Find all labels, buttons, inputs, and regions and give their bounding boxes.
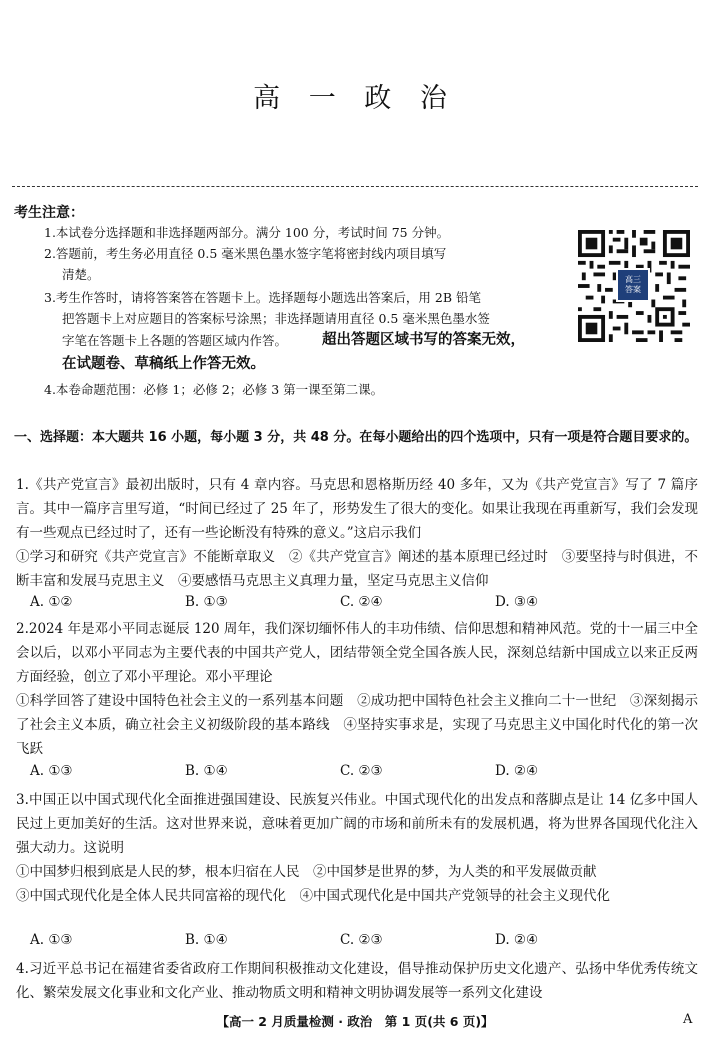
notice-warning-2 [62,353,574,375]
option-c[interactable]: C. ②③ [340,763,383,779]
dashed-divider [12,186,698,187]
question-3-statements-2: ③中国式现代化是全体人民共同富裕的现代化 ④中国式现代化是中国共产党领导的社会主义现代化 [16,888,610,904]
question-2-statements: ①科学回答了建设中国特色社会主义的一系列基本问题 ②成功把中国特色社会主义推向二十一世纪 ③深刻揭示了社会主义本质，确立社会主义初级阶段的基本路线 ④坚持实事求是，实现了马克思主义中国化时代化的第一次飞跃 [16,693,698,757]
notice-warning-1 [322,329,572,351]
question-1 [16,473,698,593]
option-a[interactable]: A. ①③ [30,932,73,948]
qr-code[interactable] [578,230,690,342]
question-3 [16,788,698,908]
question-4-stem: 4.习近平总书记在福建省委省政府工作期间积极推动文化建设，倡导推动保护历史文化遗产、弘扬中华优秀传统文化、繁荣发展文化事业和文化产业、推动物质文明和精神文明协调发展等一系列文化建设 [16,961,698,1001]
question-1-statements: ①学习和研究《共产党宣言》不能断章取义 ②《共产党宣言》阐述的基本原理已经过时 ③要坚持与时俱进，不断丰富和发展马克思主义 ④要感悟马克思主义真理力量，坚定马克思主义信仰 [16,549,698,589]
question-1-options [30,594,650,610]
notice-heading: 考生注意： [14,205,84,221]
notice-item-2: 2.答题前，考生务必用直径 0.5 毫米黑色墨水签字笔将密封线内项目填写 [44,246,447,261]
option-d[interactable]: D. ②④ [495,763,539,779]
question-3-stem: 3.中国正以中国式现代化全面推进强国建设、民族复兴伟业。中国式现代化的出发点和落脚点是让 14 亿多中国人民过上更加美好的生活。这对世界来说，意味着更加广阔的市场和前所未有的发展机遇，将为世界各国现代化注入强大动力。这说明 [16,792,698,856]
option-a[interactable]: A. ①② [30,594,73,610]
notice-item-3-cont1: 把答题卡上对应题目的答案标号涂黑；非选择题请用直径 0.5 毫米黑色墨水签 [62,311,490,326]
question-1-stem: 1.《共产党宣言》最初出版时，只有 4 章内容。马克思和恩格斯历经 40 多年，又为《共产党宣言》写了 7 篇序言。其中一篇序言里写道，“时间已经过了 25 年了，形势发生了很大的变化。如果让我现在再重新写，我们会发现有一些观点已经过时了，还有一些论断没有特殊的意义。”这启示我们 [16,477,698,541]
qr-logo-badge [616,268,650,302]
option-b[interactable]: B. ①④ [185,932,228,948]
qr-badge-line-2: 答案 [625,285,641,294]
notice-warning-1-text: 超出答题区域书写的答案无效， [322,332,525,348]
option-d[interactable]: D. ②④ [495,932,539,948]
option-b[interactable]: B. ①④ [185,763,228,779]
notice-item-1: 1.本试卷分选择题和非选择题两部分。满分 100 分，考试时间 75 分钟。 [44,225,450,240]
question-2 [16,617,698,761]
notice-item-3: 3.考生作答时，请将答案答在答题卡上。选择题每小题选出答案后，用 2B 铅笔 [44,290,482,305]
notice-item-4: 4.本卷命题范围：必修 1；必修 2；必修 3 第一课至第二课。 [44,382,384,397]
question-2-options [30,763,650,779]
notice-item-3-cont2: 字笔在答题卡上各题的答题区域内作答。 [62,333,288,348]
option-b[interactable]: B. ①③ [185,594,228,610]
page-footer: 【高一 2 月质量检测 · 政治 第 1 页(共 6 页)】 [216,1014,494,1029]
qr-badge-line-1: 高三 [625,275,641,284]
option-c[interactable]: C. ②③ [340,932,383,948]
notice-warning-2-text: 在试题卷、草稿纸上作答无效。 [62,356,265,372]
section-heading: 一、选择题：本大题共 16 小题，每小题 3 分，共 48 分。在每小题给出的四个选项中，只有一项是符合题目要求的。 [14,430,698,445]
question-3-options [30,932,650,948]
question-3-statements-1: ①中国梦归根到底是人民的梦，根本归宿在人民 ②中国梦是世界的梦，为人类的和平发展做贡献 [16,864,597,880]
option-c[interactable]: C. ②④ [340,594,383,610]
question-2-stem: 2.2024 年是邓小平同志诞辰 120 周年，我们深切缅怀伟人的丰功伟绩、信仰思想和精神风范。党的十一届三中全会以后，以邓小平同志为主要代表的中国共产党人，团结带领全党全国各族人民，深刻总结新中国成立以来正反两方面经验，创立了邓小平理论。邓小平理论 [16,621,698,685]
notice-item-2-cont: 清楚。 [62,267,100,282]
page-title: 高 一 政 治 [253,83,457,114]
option-d[interactable]: D. ③④ [495,594,539,610]
option-a[interactable]: A. ①③ [30,763,73,779]
question-4 [16,957,698,1005]
paper-version: A [683,1012,693,1027]
